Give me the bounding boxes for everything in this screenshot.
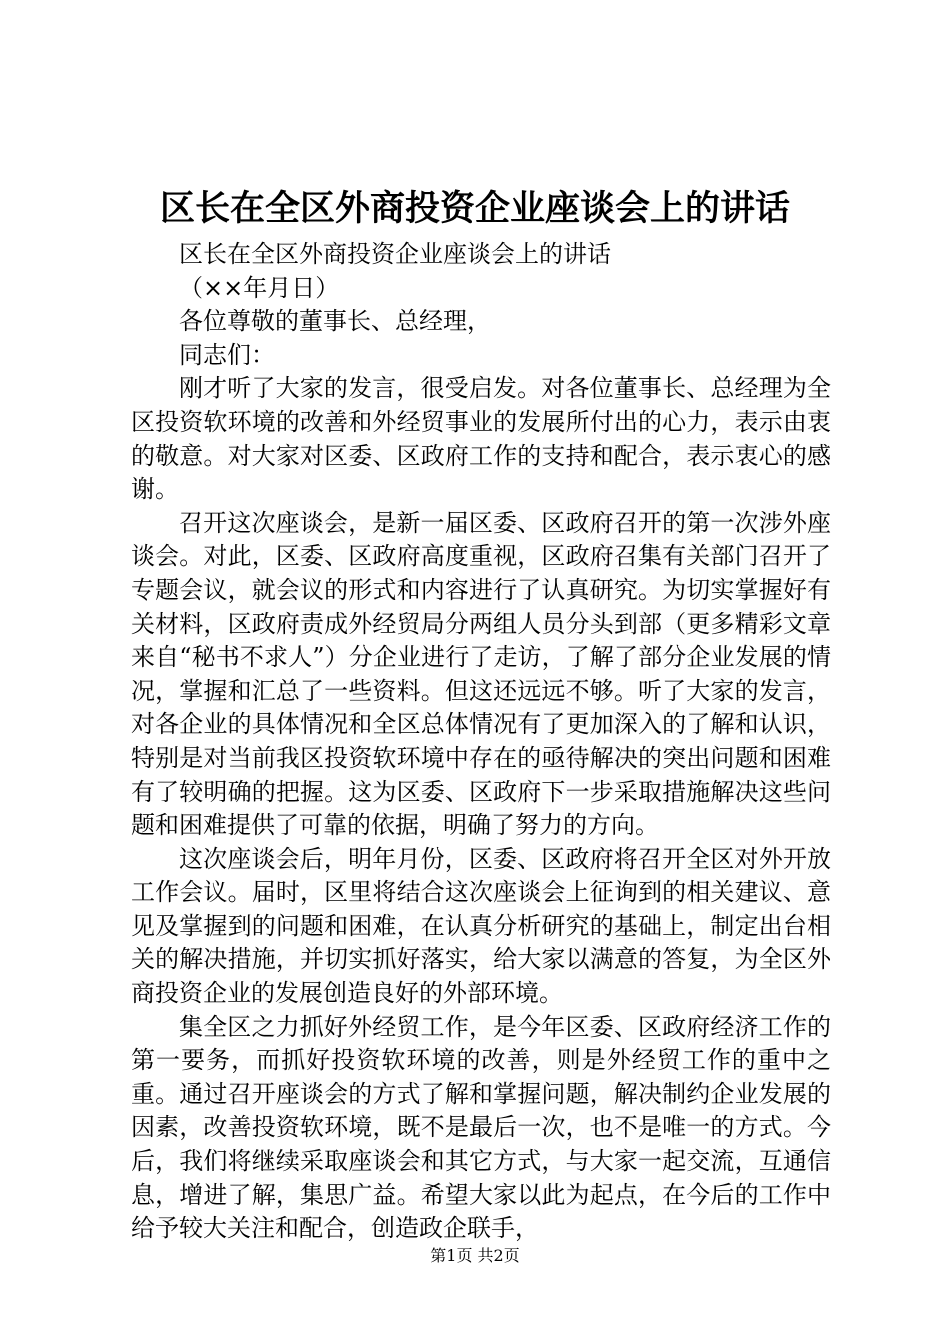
paragraph-subtitle: 区长在全区外商投资企业座谈会上的讲话: [179, 240, 611, 268]
paragraph-body: 刚才听了大家的发言，很受启发。对各位董事长、总经理为全区投资软环境的改善和外经贸事业的发展所付出的心力，表示由衷的敬意。对大家对区委、区政府工作的支持和配合，表示衷心的感谢。: [131, 374, 831, 504]
paragraph-salutation: 各位尊敬的董事长、总经理，: [179, 307, 491, 336]
paragraph-body: 召开这次座谈会，是新一届区委、区政府召开的第一次涉外座谈会。对此，区委、区政府高度重视，区政府召集有关部门召开了专题会议，就会议的形式和内容进行了认真研究。为切实掌握好有关材料，区政府责成外经贸局分两组人员分头到部（更多精彩文章来自“秘书不求人”）分企业进行了走访，了解了部分企业发展的情况，掌握和汇总了一些资料。但这还远远不够。听了大家的发言，对各企业的具体情况和全区总体情况有了更加深入的了解和认识，特别是对当前我区投资软环境中存在的亟待解决的突出问题和困难有了较明确的把握。这为区委、区政府下一步采取措施解决这些问题和困难提供了可靠的依据，明确了努力的方向。: [131, 508, 831, 840]
paragraph-date: （××年月日）: [179, 273, 340, 302]
paragraph-body: 集全区之力抓好外经贸工作，是今年区委、区政府经济工作的第一要务，而抓好投资软环境的改善，则是外经贸工作的重中之重。通过召开座谈会的方式了解和掌握问题，解决制约企业发展的因素，改善投资软环境，既不是最后一次，也不是唯一的方式。今后，我们将继续采取座谈会和其它方式，与大家一起交流，互通信息，增进了解，集思广益。希望大家以此为起点，在今后的工作中给予较大关注和配合，创造政企联手，: [131, 1012, 831, 1243]
paragraph-body: 这次座谈会后，明年月份，区委、区政府将召开全区对外开放工作会议。届时，区里将结合这次座谈会上征询到的相关建议、意见及掌握到的问题和困难，在认真分析研究的基础上，制定出台相关的解决措施，并切实抓好落实，给大家以满意的答复，为全区外商投资企业的发展创造良好的外部环境。: [131, 844, 831, 1008]
document-title: 区长在全区外商投资企业座谈会上的讲话: [159, 188, 790, 229]
page-number-footer: 第1页 共2页: [430, 1246, 520, 1265]
paragraph-salutation-comrades: 同志们：: [179, 340, 275, 369]
document-body: [131, 238, 831, 1246]
